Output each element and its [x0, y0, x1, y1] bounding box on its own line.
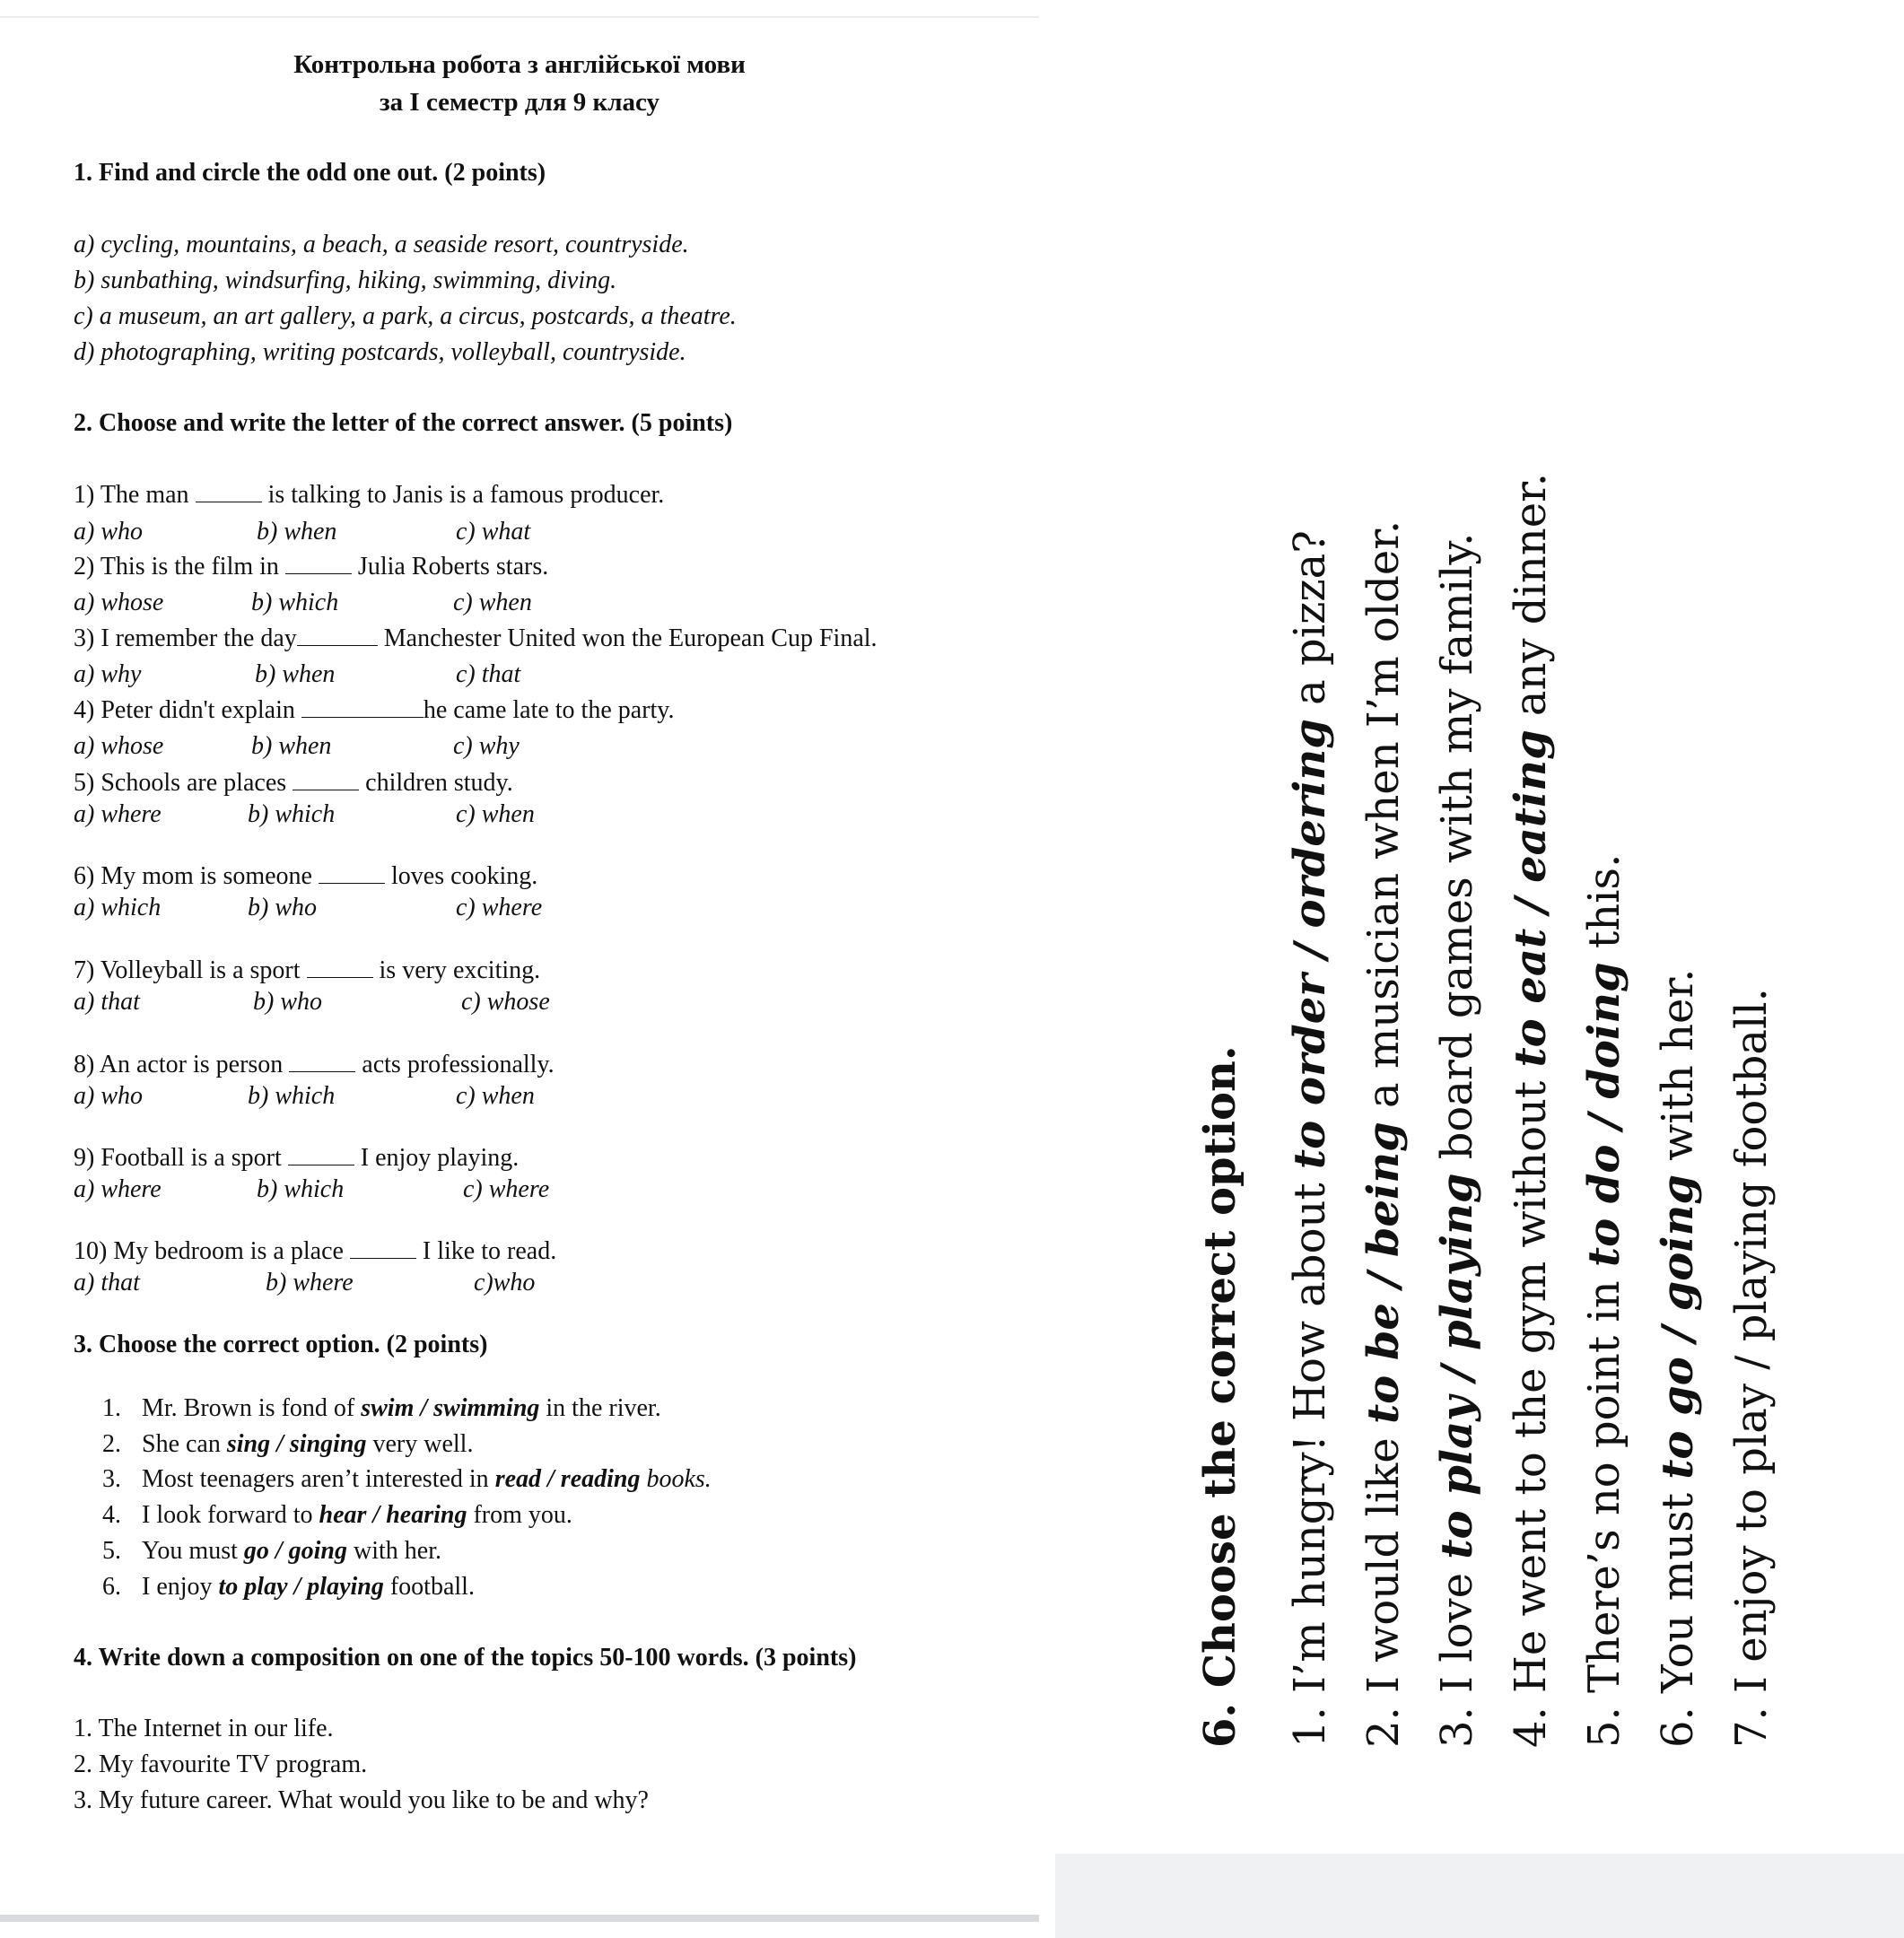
- option-b: b) when: [257, 518, 337, 546]
- option-a: a) whose: [74, 732, 164, 760]
- option-c: c) where: [456, 894, 543, 921]
- answer-blank: [350, 1238, 416, 1259]
- option-a: a) that: [74, 1269, 140, 1296]
- background-panel: [1055, 1854, 1904, 1938]
- task2-question-9: [74, 1143, 519, 1174]
- question-text: 1) The man: [74, 481, 196, 509]
- task1-item: b) sunbathing, windsurfing, hiking, swimming, diving.: [74, 266, 617, 294]
- question-text: 4) Peter didn't explain: [74, 696, 301, 724]
- task3-heading: 3. Choose the correct option. (2 points): [74, 1331, 488, 1358]
- task6-item: 2. I would like to be / being a musician when I’m older.: [1358, 519, 1409, 1748]
- task2-question-2: [74, 552, 548, 582]
- question-text: I enjoy playing.: [354, 1144, 520, 1172]
- question-text: 10) My bedroom is a place: [74, 1237, 350, 1265]
- task2-question-8: [74, 1050, 555, 1080]
- task6-item: 7. I enjoy to play / playing football.: [1726, 988, 1777, 1748]
- option-c: c) where: [463, 1175, 550, 1203]
- answer-blank: [293, 770, 359, 790]
- task4-topic: 3. My future career. What would you like to be and why?: [74, 1786, 649, 1814]
- option-a: a) where: [74, 1175, 162, 1203]
- task2-question-4: [74, 695, 674, 726]
- answer-blank: [319, 863, 385, 884]
- top-divider: [0, 16, 1039, 18]
- task1-heading: 1. Find and circle the odd one out. (2 points): [74, 159, 546, 187]
- question-text: Julia Roberts stars.: [351, 553, 549, 581]
- question-text: is very exciting.: [372, 956, 541, 984]
- option-a: a) which: [74, 894, 162, 921]
- task6-rotated-block: [1193, 402, 1821, 1748]
- task1-item: d) photographing, writing postcards, volleyball, countryside.: [74, 338, 686, 366]
- option-a: a) whose: [74, 589, 164, 616]
- task2-question-1: [74, 480, 664, 511]
- answer-blank: [196, 482, 262, 502]
- option-c: c) when: [453, 589, 532, 616]
- question-text: 2) This is the film in: [74, 553, 285, 581]
- task4-topic: 2. My favourite TV program.: [74, 1750, 368, 1778]
- option-b: b) when: [255, 660, 336, 688]
- question-text: 6) My mom is someone: [74, 862, 319, 890]
- question-text: is talking to Janis is a famous producer.: [261, 481, 665, 509]
- option-b: b) which: [251, 589, 339, 616]
- option-b: b) when: [251, 732, 332, 760]
- option-c: c) what: [456, 518, 531, 546]
- answer-blank: [301, 697, 424, 718]
- task6-item: 5. There’s no point in to do / doing this.: [1579, 853, 1629, 1748]
- option-a: a) that: [74, 988, 140, 1016]
- option-a: a) who: [74, 518, 143, 546]
- question-text: 9) Football is a sport: [74, 1144, 288, 1172]
- option-a: a) who: [74, 1082, 143, 1110]
- option-c: c) whose: [461, 988, 550, 1016]
- answer-blank: [297, 625, 378, 646]
- task3-item: 4. I look forward to hear / hearing from you.: [102, 1501, 572, 1529]
- task2-question-7: [74, 956, 540, 986]
- option-b: b) which: [257, 1175, 345, 1203]
- task2-question-3: [74, 624, 878, 654]
- worksheet-title: Контрольна робота з англійської мови: [293, 50, 746, 79]
- option-c: c) that: [456, 660, 521, 688]
- question-text: acts professionally.: [355, 1051, 555, 1078]
- task3-item: 2. She can sing / singing very well.: [102, 1430, 474, 1458]
- question-text: 8) An actor is person: [74, 1051, 290, 1078]
- option-c: c) when: [456, 800, 535, 828]
- option-c: c) when: [456, 1082, 535, 1110]
- task4-topic: 1. The Internet in our life.: [74, 1715, 334, 1742]
- task4-heading: 4. Write down a composition on one of the topics 50-100 words. (3 points): [74, 1644, 857, 1672]
- task2-question-6: [74, 861, 537, 892]
- option-b: b) which: [248, 1082, 336, 1110]
- task1-item: c) a museum, an art gallery, a park, a circus, postcards, a theatre.: [74, 302, 737, 330]
- question-text: I like to read.: [415, 1237, 557, 1265]
- task3-item: 1. Mr. Brown is fond of swim / swimming in the river.: [102, 1394, 661, 1422]
- option-b: b) where: [266, 1269, 354, 1296]
- question-text: 7) Volleyball is a sport: [74, 956, 307, 984]
- task2-question-5: [74, 768, 513, 799]
- worksheet-subtitle: за І семестр для 9 класу: [380, 88, 659, 117]
- answer-blank: [288, 1145, 354, 1165]
- answer-blank: [307, 957, 373, 978]
- option-a: a) why: [74, 660, 142, 688]
- option-c: c) why: [453, 732, 520, 760]
- question-text: Manchester United won the European Cup Final.: [377, 624, 878, 652]
- option-b: b) which: [248, 800, 336, 828]
- task3-item: 5. You must go / going with her.: [102, 1537, 442, 1565]
- question-text: loves cooking.: [385, 862, 538, 890]
- question-text: he came late to the party.: [423, 696, 675, 724]
- task6-item: 3. I love to play / playing board games with my family.: [1432, 532, 1482, 1748]
- task6-item: 1. I’m hungry! How about to order / ordering a pizza?: [1285, 529, 1335, 1748]
- task2-question-10: [74, 1236, 556, 1267]
- answer-blank: [289, 1052, 355, 1072]
- task6-item: 4. He went to the gym without to eat / eating any dinner.: [1506, 472, 1556, 1748]
- task3-item: 6. I enjoy to play / playing football.: [102, 1573, 475, 1601]
- task2-heading: 2. Choose and write the letter of the correct answer. (5 points): [74, 409, 733, 437]
- option-a: a) where: [74, 800, 162, 828]
- option-b: b) who: [253, 988, 322, 1016]
- question-text: 3) I remember the day: [74, 624, 297, 652]
- question-text: 5) Schools are places: [74, 769, 293, 797]
- question-text: children study.: [359, 769, 513, 797]
- task6-heading: 6. Choose the correct option.: [1195, 1045, 1245, 1748]
- bottom-divider: [0, 1915, 1039, 1922]
- option-c: c)who: [474, 1269, 536, 1296]
- task6-item: 6. You must to go / going with her.: [1653, 968, 1703, 1748]
- option-b: b) who: [248, 894, 317, 921]
- answer-blank: [285, 554, 352, 574]
- task3-item: 3. Most teenagers aren’t interested in read / reading books.: [102, 1465, 712, 1493]
- task1-item: a) cycling, mountains, a beach, a seaside resort, countryside.: [74, 231, 689, 258]
